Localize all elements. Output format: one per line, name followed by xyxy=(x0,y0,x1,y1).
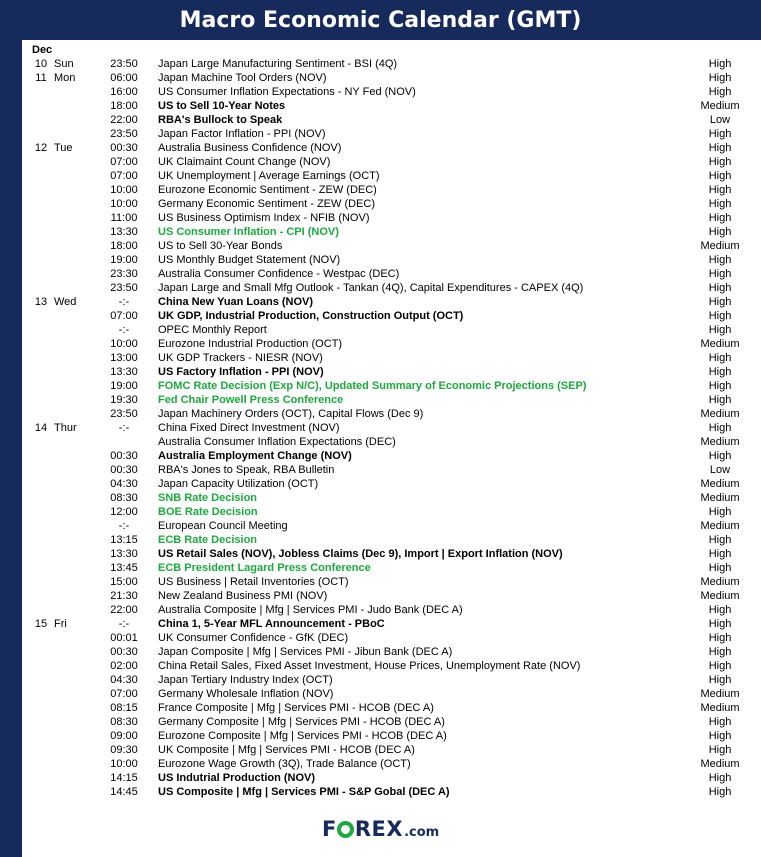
event-name: US to Sell 10-Year Notes xyxy=(158,100,286,112)
event-time: 22:00 xyxy=(110,114,138,126)
event-time: -:- xyxy=(118,422,130,434)
calendar-row xyxy=(22,505,761,519)
event-time: 10:00 xyxy=(110,758,138,770)
event-time: 13:30 xyxy=(110,226,138,238)
event-time: 23:50 xyxy=(110,58,138,70)
calendar-row xyxy=(22,211,761,225)
event-time: 23:50 xyxy=(110,408,138,420)
event-time: 08:15 xyxy=(110,702,138,714)
event-time: 11:00 xyxy=(110,212,138,224)
event-name: Germany Economic Sentiment - ZEW (DEC) xyxy=(158,198,375,210)
event-importance: High xyxy=(708,184,732,196)
event-importance: High xyxy=(708,786,732,798)
event-name: Fed Chair Powell Press Conference xyxy=(158,394,344,406)
event-day: Mon xyxy=(54,72,76,84)
event-importance: High xyxy=(708,730,732,742)
event-importance: High xyxy=(708,324,732,336)
calendar-row xyxy=(22,533,761,547)
event-importance: High xyxy=(708,604,732,616)
event-importance: High xyxy=(708,744,732,756)
logo-o-ring-icon xyxy=(337,821,354,838)
calendar-row xyxy=(22,127,761,141)
event-time: 07:00 xyxy=(110,310,138,322)
event-importance: High xyxy=(708,212,732,224)
calendar-row xyxy=(22,281,761,295)
event-day: Fri xyxy=(54,618,67,630)
event-importance: High xyxy=(708,198,732,210)
event-time: 19:00 xyxy=(110,380,138,392)
event-name: UK Composite | Mfg | Services PMI - HCOB (DEC A) xyxy=(158,744,415,756)
calendar-row xyxy=(22,785,761,799)
calendar-row xyxy=(22,743,761,757)
event-name: Eurozone Economic Sentiment - ZEW (DEC) xyxy=(158,184,377,196)
event-importance: High xyxy=(708,282,732,294)
event-time: -:- xyxy=(118,618,130,630)
calendar-row xyxy=(22,253,761,267)
event-name: BOE Rate Decision xyxy=(158,506,258,518)
calendar-row xyxy=(22,113,761,127)
event-importance: High xyxy=(708,72,732,84)
event-name: RBA's Jones to Speak, RBA Bulletin xyxy=(158,464,335,476)
event-time: 07:00 xyxy=(110,688,138,700)
event-time: -:- xyxy=(118,296,130,308)
calendar-row xyxy=(22,295,761,309)
event-time: 06:00 xyxy=(110,72,138,84)
event-importance: Medium xyxy=(700,408,740,420)
event-name: Japan Composite | Mfg | Services PMI - Jibun Bank (DEC A) xyxy=(158,646,453,658)
event-time: -:- xyxy=(118,324,130,336)
event-date: 13 xyxy=(34,296,48,308)
event-name: ECB President Lagard Press Conference xyxy=(158,562,371,574)
event-importance: High xyxy=(708,352,732,364)
event-name: US Indutrial Production (NOV) xyxy=(158,772,316,784)
event-date: 12 xyxy=(34,142,48,154)
event-name: Japan Factor Inflation - PPI (NOV) xyxy=(158,128,326,140)
event-day: Sun xyxy=(54,58,74,70)
forex-logo xyxy=(322,817,439,843)
event-name: US Retail Sales (NOV), Jobless Claims (Dec 9), Import | Export Inflation (NOV) xyxy=(158,548,563,560)
logo-domain-suffix: .com xyxy=(404,825,440,840)
event-name: Germany Composite | Mfg | Services PMI - HCOB (DEC A) xyxy=(158,716,445,728)
event-time: 13:00 xyxy=(110,352,138,364)
calendar-row xyxy=(22,99,761,113)
event-name: US Factory Inflation - PPI (NOV) xyxy=(158,366,324,378)
event-importance: High xyxy=(708,674,732,686)
event-importance: High xyxy=(708,534,732,546)
event-date: 10 xyxy=(34,58,48,70)
event-name: US Business Optimism Index - NFIB (NOV) xyxy=(158,212,370,224)
event-date: 11 xyxy=(35,72,47,84)
event-time: 00:30 xyxy=(110,646,138,658)
month-label: Dec xyxy=(32,44,53,56)
event-importance: High xyxy=(708,716,732,728)
event-name: Eurozone Industrial Production (OCT) xyxy=(158,338,343,350)
event-time: 22:00 xyxy=(110,604,138,616)
event-name: FOMC Rate Decision (Exp N/C), Updated Summary of Economic Projections (SEP) xyxy=(158,380,587,392)
event-time: 13:45 xyxy=(110,562,138,574)
event-time: 13:30 xyxy=(110,366,138,378)
event-time: 02:00 xyxy=(110,660,138,672)
event-name: Japan Large and Small Mfg Outlook - Tankan (4Q), Capital Expenditures - CAPEX (4Q) xyxy=(158,282,584,294)
event-importance: Medium xyxy=(700,688,740,700)
event-importance: Medium xyxy=(700,576,740,588)
event-name: US Composite | Mfg | Services PMI - S&P Gobal (DEC A) xyxy=(158,786,450,798)
event-name: UK GDP, Industrial Production, Construction Output (OCT) xyxy=(158,310,464,322)
event-time: 15:00 xyxy=(110,576,138,588)
calendar-row xyxy=(22,617,761,631)
event-day: Thur xyxy=(54,422,77,434)
event-time: 21:30 xyxy=(110,590,138,602)
event-name: Australia Consumer Confidence - Westpac (DEC) xyxy=(158,268,400,280)
event-time: 14:45 xyxy=(110,786,138,798)
calendar-row xyxy=(22,421,761,435)
event-importance: High xyxy=(708,310,732,322)
event-name: SNB Rate Decision xyxy=(158,492,258,504)
calendar-row xyxy=(22,687,761,701)
event-importance: High xyxy=(708,86,732,98)
calendar-row xyxy=(22,323,761,337)
event-importance: High xyxy=(708,772,732,784)
event-name: Eurozone Composite | Mfg | Services PMI - HCOB (DEC A) xyxy=(158,730,447,742)
calendar-row xyxy=(22,771,761,785)
event-importance: High xyxy=(708,380,732,392)
calendar-row xyxy=(22,673,761,687)
event-importance: Medium xyxy=(700,100,740,112)
event-importance: High xyxy=(708,422,732,434)
event-importance: Medium xyxy=(700,520,740,532)
calendar-row xyxy=(22,85,761,99)
event-name: New Zealand Business PMI (NOV) xyxy=(158,590,328,602)
event-name: China Fixed Direct Investment (NOV) xyxy=(158,422,340,434)
event-time: 19:30 xyxy=(110,394,138,406)
calendar-row xyxy=(22,365,761,379)
event-time: 00:01 xyxy=(110,632,138,644)
event-name: RBA's Bullock to Speak xyxy=(158,114,283,126)
event-time: 08:30 xyxy=(110,492,138,504)
event-time: 23:50 xyxy=(110,282,138,294)
calendar-row xyxy=(22,407,761,421)
event-name: Australia Consumer Inflation Expectations (DEC) xyxy=(158,436,396,448)
event-time: 04:30 xyxy=(110,674,138,686)
event-name: UK Consumer Confidence - GfK (DEC) xyxy=(158,632,349,644)
event-name: UK Claimaint Count Change (NOV) xyxy=(158,156,331,168)
calendar-row xyxy=(22,547,761,561)
event-name: Australia Employment Change (NOV) xyxy=(158,450,352,462)
event-time: 13:15 xyxy=(110,534,138,546)
event-name: OPEC Monthly Report xyxy=(158,324,267,336)
event-time: 07:00 xyxy=(110,156,138,168)
event-name: France Composite | Mfg | Services PMI - HCOB (DEC A) xyxy=(158,702,434,714)
calendar-row xyxy=(22,183,761,197)
event-time: 19:00 xyxy=(110,254,138,266)
event-name: US to Sell 30-Year Bonds xyxy=(158,240,283,252)
event-importance: Low xyxy=(709,464,731,476)
calendar-row xyxy=(22,141,761,155)
calendar-row xyxy=(22,337,761,351)
event-name: Japan Machine Tool Orders (NOV) xyxy=(158,72,327,84)
event-importance: High xyxy=(708,646,732,658)
calendar-row xyxy=(22,225,761,239)
event-importance: High xyxy=(708,562,732,574)
event-name: US Monthly Budget Statement (NOV) xyxy=(158,254,341,266)
calendar-row xyxy=(22,351,761,365)
event-time: 07:00 xyxy=(110,170,138,182)
event-importance: High xyxy=(708,618,732,630)
calendar-row xyxy=(22,645,761,659)
event-importance: High xyxy=(708,254,732,266)
event-importance: High xyxy=(708,156,732,168)
calendar-row xyxy=(22,519,761,533)
event-time: 10:00 xyxy=(110,198,138,210)
event-importance: Medium xyxy=(700,240,740,252)
month-row xyxy=(22,43,761,57)
event-time: 18:00 xyxy=(110,100,138,112)
event-name: Japan Large Manufacturing Sentiment - BSI (4Q) xyxy=(158,58,398,70)
event-importance: Low xyxy=(709,114,731,126)
event-name: China Retail Sales, Fixed Asset Investment, House Prices, Unemployment Rate (NOV) xyxy=(158,660,581,672)
calendar-row xyxy=(22,631,761,645)
event-time: 16:00 xyxy=(110,86,138,98)
calendar-row xyxy=(22,729,761,743)
event-time: 00:30 xyxy=(110,142,138,154)
calendar-row xyxy=(22,715,761,729)
event-importance: Medium xyxy=(700,436,740,448)
event-name: Australia Composite | Mfg | Services PMI - Judo Bank (DEC A) xyxy=(158,604,463,616)
event-name: Japan Machinery Orders (OCT), Capital Flows (Dec 9) xyxy=(158,408,424,420)
event-time: 10:00 xyxy=(110,338,138,350)
event-name: China 1, 5-Year MFL Announcement - PBoC xyxy=(158,618,385,630)
event-importance: High xyxy=(708,450,732,462)
calendar-row xyxy=(22,435,761,449)
event-name: ECB Rate Decision xyxy=(158,534,258,546)
event-name: Australia Business Confidence (NOV) xyxy=(158,142,342,154)
event-day: Wed xyxy=(54,296,77,308)
event-importance: High xyxy=(708,394,732,406)
event-importance: High xyxy=(708,128,732,140)
calendar-row xyxy=(22,393,761,407)
calendar-row xyxy=(22,757,761,771)
calendar-row xyxy=(22,477,761,491)
event-importance: Medium xyxy=(700,590,740,602)
event-name: US Consumer Inflation Expectations - NY Fed (NOV) xyxy=(158,86,416,98)
calendar-row xyxy=(22,169,761,183)
event-day: Tue xyxy=(54,142,73,154)
calendar-row xyxy=(22,267,761,281)
event-importance: High xyxy=(708,226,732,238)
calendar-table xyxy=(22,43,761,799)
calendar-row xyxy=(22,561,761,575)
event-importance: High xyxy=(708,548,732,560)
event-time: 13:30 xyxy=(110,548,138,560)
event-time: -:- xyxy=(118,520,130,532)
event-time: 04:30 xyxy=(110,478,138,490)
event-time: 18:00 xyxy=(110,240,138,252)
event-time: 00:30 xyxy=(110,450,138,462)
event-importance: High xyxy=(708,506,732,518)
calendar-row xyxy=(22,491,761,505)
event-time: 10:00 xyxy=(110,184,138,196)
event-importance: High xyxy=(708,366,732,378)
calendar-row xyxy=(22,379,761,393)
event-name: Japan Capacity Utilization (OCT) xyxy=(158,478,319,490)
event-time: 08:30 xyxy=(110,716,138,728)
event-name: European Council Meeting xyxy=(158,520,288,532)
event-name: US Consumer Inflation - CPI (NOV) xyxy=(158,226,339,238)
event-time: 09:30 xyxy=(110,744,138,756)
calendar-row xyxy=(22,197,761,211)
calendar-row xyxy=(22,449,761,463)
event-name: UK Unemployment | Average Earnings (OCT) xyxy=(158,170,380,182)
event-importance: Medium xyxy=(700,478,740,490)
calendar-header xyxy=(0,0,761,40)
event-importance: High xyxy=(708,632,732,644)
event-importance: Medium xyxy=(700,702,740,714)
calendar-row xyxy=(22,155,761,169)
calendar-row xyxy=(22,701,761,715)
event-time: 12:00 xyxy=(110,506,138,518)
page-title: Macro Economic Calendar (GMT) xyxy=(179,7,582,33)
event-importance: High xyxy=(708,268,732,280)
left-accent-bar xyxy=(0,40,22,857)
calendar-row xyxy=(22,659,761,673)
event-importance: High xyxy=(708,660,732,672)
calendar-row xyxy=(22,589,761,603)
calendar-row xyxy=(22,603,761,617)
event-time: 14:15 xyxy=(110,772,138,784)
event-name: China New Yuan Loans (NOV) xyxy=(158,296,314,308)
event-name: UK GDP Trackers - NIESR (NOV) xyxy=(158,352,323,364)
event-importance: High xyxy=(708,58,732,70)
event-time: 00:30 xyxy=(110,464,138,476)
calendar-row xyxy=(22,57,761,71)
event-name: Japan Tertiary Industry Index (OCT) xyxy=(158,674,333,686)
calendar-row xyxy=(22,463,761,477)
event-time: 23:30 xyxy=(110,268,138,280)
event-name: Eurozone Wage Growth (3Q), Trade Balance (OCT) xyxy=(158,758,411,770)
event-importance: High xyxy=(708,142,732,154)
event-importance: High xyxy=(708,296,732,308)
event-name: US Business | Retail Inventories (OCT) xyxy=(158,576,349,588)
calendar-row xyxy=(22,309,761,323)
event-date: 14 xyxy=(34,422,48,434)
event-importance: Medium xyxy=(700,758,740,770)
event-importance: High xyxy=(708,170,732,182)
event-time: 23:50 xyxy=(110,128,138,140)
calendar-row xyxy=(22,239,761,253)
calendar-row xyxy=(22,71,761,85)
event-importance: Medium xyxy=(700,338,740,350)
logo-wordmark: F REX xyxy=(322,817,404,841)
event-importance: Medium xyxy=(700,492,740,504)
event-date: 15 xyxy=(34,618,48,630)
calendar-row xyxy=(22,575,761,589)
event-time: 09:00 xyxy=(110,730,138,742)
event-name: Germany Wholesale Inflation (NOV) xyxy=(158,688,334,700)
